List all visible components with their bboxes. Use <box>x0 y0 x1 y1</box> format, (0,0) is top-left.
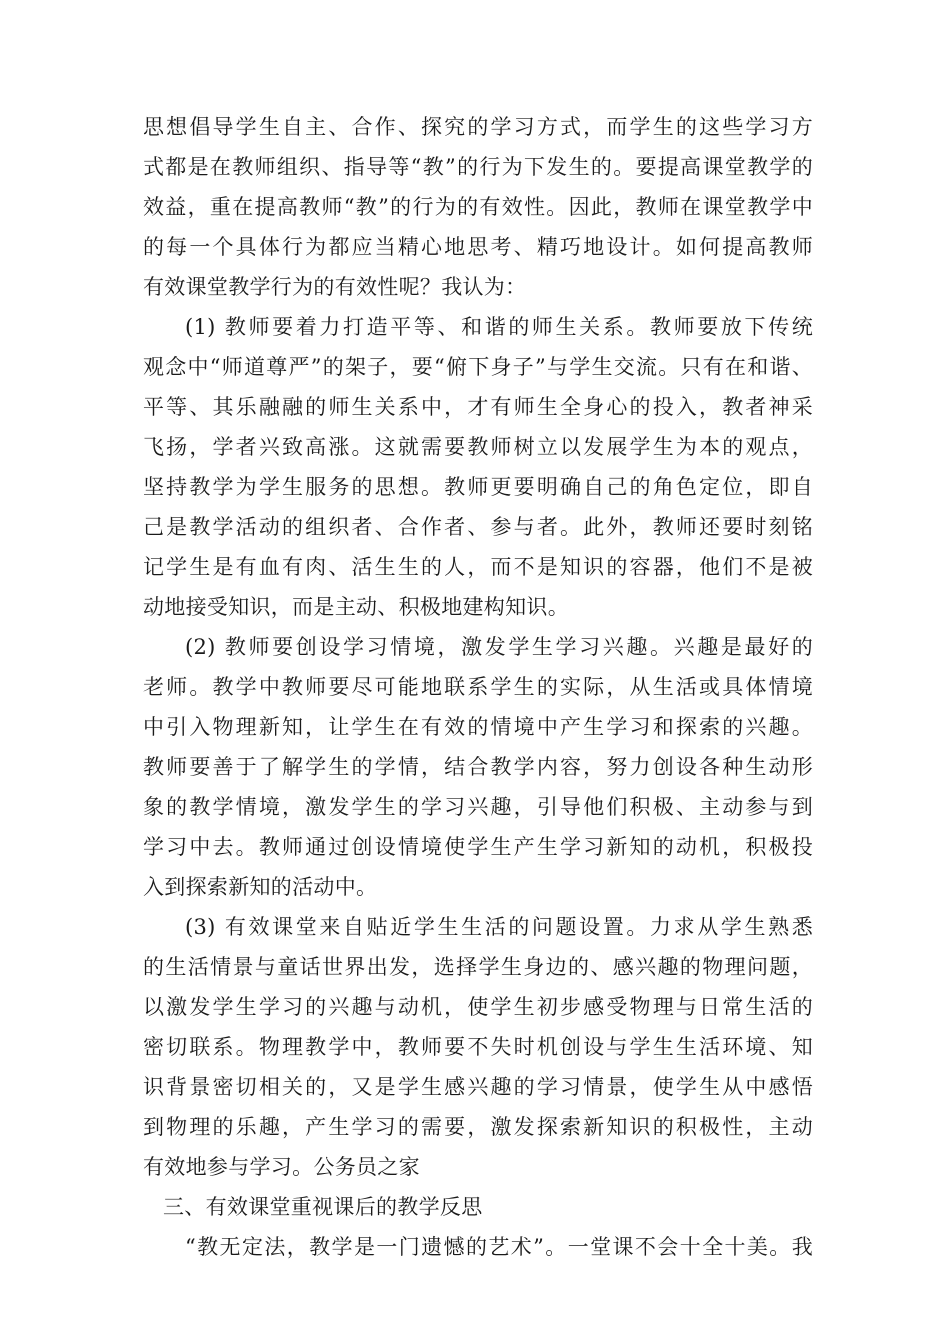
text-line: 学习中去。教师通过创设情境使学生产生学习新知的动机，积极投 <box>143 835 813 859</box>
paragraph-heading-line: (2) 教师要创设学习情境，激发学生学习兴趣。兴趣是最好的 <box>185 635 813 659</box>
text-line: 己是教学活动的组织者、合作者、参与者。此外，教师还要时刻铭 <box>143 515 813 539</box>
text-line: 有效地参与学习。公务员之家 <box>143 1155 420 1179</box>
text-line: 中引入物理新知，让学生在有效的情境中产生学习和探索的兴趣。 <box>143 715 813 739</box>
text-line: 观念中“师道尊严”的架子，要“俯下身子”与学生交流。只有在和谐、 <box>143 355 813 379</box>
text-line: 象的教学情境，激发学生的学习兴趣，引导他们积极、主动参与到 <box>143 795 813 819</box>
paragraph-heading-line: (1) 教师要着力打造平等、和谐的师生关系。教师要放下传统 <box>185 315 813 339</box>
text-line: 密切联系。物理教学中，教师要不失时机创设与学生生活环境、知 <box>143 1035 813 1059</box>
paragraph-heading-line: (3) 有效课堂来自贴近学生生活的问题设置。力求从学生熟悉 <box>185 915 813 939</box>
text-line: 坚持教学为学生服务的思想。教师更要明确自己的角色定位，即自 <box>143 475 813 499</box>
text-line: 飞扬，学者兴致高涨。这就需要教师树立以发展学生为本的观点， <box>143 435 813 459</box>
text-line: 有效课堂教学行为的有效性呢？我认为： <box>143 275 527 299</box>
text-line: 平等、其乐融融的师生关系中，才有师生全身心的投入，教者神采 <box>143 395 813 419</box>
text-line: 动地接受知识，而是主动、积极地建构知识。 <box>143 595 569 619</box>
text-line: 效益，重在提高教师“教”的行为的有效性。因此，教师在课堂教学中 <box>143 195 813 219</box>
text-line: 的每一个具体行为都应当精心地思考、精巧地设计。如何提高教师 <box>143 235 813 259</box>
text-line: 的生活情景与童话世界出发，选择学生身边的、感兴趣的物理问题， <box>143 955 813 979</box>
text-line: 教师要善于了解学生的学情，结合教学内容，努力创设各种生动形 <box>143 755 813 779</box>
text-line: “教无定法，教学是一门遗憾的艺术”。一堂课不会十全十美。我 <box>185 1235 813 1259</box>
text-line: 记学生是有血有肉、活生生的人，而不是知识的容器，他们不是被 <box>143 555 813 579</box>
text-line: 识背景密切相关的，又是学生感兴趣的学习情景，使学生从中感悟 <box>143 1075 813 1099</box>
text-line: 入到探索新知的活动中。 <box>143 875 378 899</box>
text-line: 到物理的乐趣，产生学习的需要，激发探索新知识的积极性，主动 <box>143 1115 813 1139</box>
text-line: 式都是在教师组织、指导等“教”的行为下发生的。要提高课堂教学的 <box>143 155 813 179</box>
text-line: 思想倡导学生自主、合作、探究的学习方式，而学生的这些学习方 <box>143 115 813 139</box>
text-line: 老师。教学中教师要尽可能地联系学生的实际，从生活或具体情境 <box>143 675 813 699</box>
text-line: 以激发学生学习的兴趣与动机，使学生初步感受物理与日常生活的 <box>143 995 813 1019</box>
section-heading: 三、有效课堂重视课后的教学反思 <box>163 1195 483 1219</box>
